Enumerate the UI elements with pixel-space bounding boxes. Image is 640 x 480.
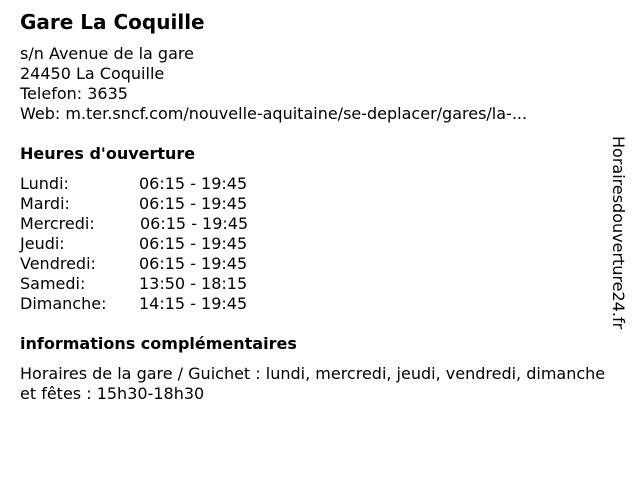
website-link[interactable]: Web: m.ter.sncf.com/nouvelle-aquitaine/se-deplacer/gares/la-... (20, 104, 528, 123)
hours-time: 13:50 - 18:15 (139, 274, 248, 293)
opening-hours-heading: Heures d'ouverture (20, 144, 196, 163)
address-block (20, 44, 527, 124)
hours-time: 06:15 - 19:45 (139, 194, 248, 213)
hours-time: 06:15 - 19:45 (139, 254, 248, 273)
additional-info-text: Horaires de la gare / Guichet : lundi, mercredi, jeudi, vendredi, dimanche et fêtes : 15h30-18h30 (20, 364, 606, 403)
hours-day: Vendredi: (20, 254, 96, 273)
hours-day: Mardi: (20, 194, 70, 213)
additional-info-heading: informations complémentaires (20, 334, 297, 353)
phone-number: Telefon: 3635 (20, 84, 128, 103)
hours-time: 14:15 - 19:45 (139, 294, 248, 313)
hours-day: Lundi: (20, 174, 69, 193)
hours-day: Dimanche: (20, 294, 107, 313)
address-street: s/n Avenue de la gare (20, 44, 194, 63)
hours-time: 06:15 - 19:45 (139, 234, 248, 253)
hours-time: 06:15 - 19:45 (140, 214, 249, 233)
site-watermark: Horairesdouverture24.fr (609, 136, 628, 330)
hours-day: Mercredi: (20, 214, 95, 233)
hours-day: Jeudi: (20, 234, 65, 253)
hours-time: 06:15 - 19:45 (139, 174, 248, 193)
hours-day: Samedi: (20, 274, 86, 293)
address-city: 24450 La Coquille (20, 64, 165, 83)
page-title: Gare La Coquille (20, 10, 205, 34)
